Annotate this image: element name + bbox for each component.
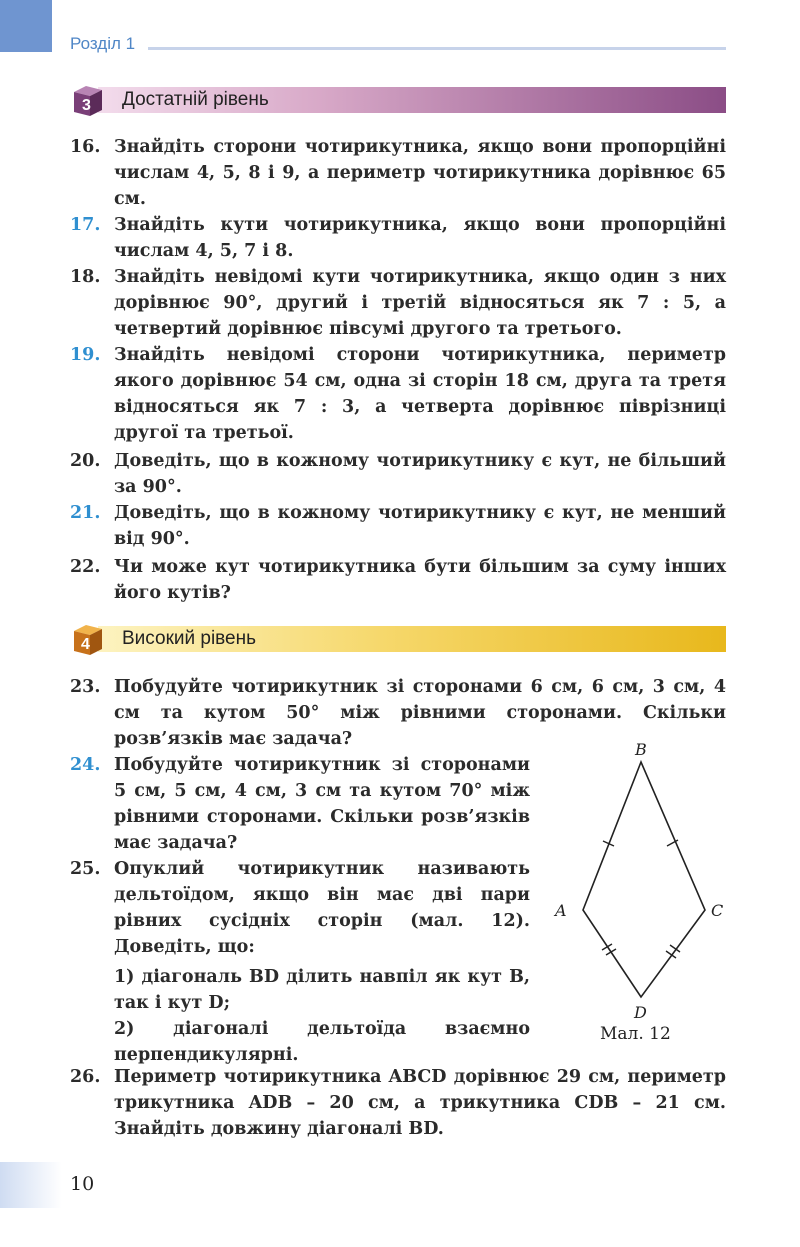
page-number: 10 <box>70 1173 95 1195</box>
header-rule <box>148 47 726 50</box>
deltoid-figure <box>545 735 735 1055</box>
problem-text: Доведіть, що в кожному чотирикутнику є кут, не більший за 90°. <box>114 451 726 497</box>
section-label: Розділ 1 <box>70 34 136 53</box>
problem-text: Опуклий чотирикутник називають дельтоїдом, якщо він має дві пари рівних сусідніх сторін (мал. 12). Доведіть, що: <box>114 859 530 957</box>
vertex-label-d: D <box>634 1003 647 1022</box>
problem-text: Побудуйте чотирикутник зі сторонами 5 см, 5 см, 4 см, 3 см та кутом 70° між рівними сторонами. Скільки розв’язків має задача? <box>114 755 530 853</box>
problem-number: 17. <box>70 215 101 235</box>
problem-text: Знайдіть невідомі сторони чотирикутника, периметр якого дорівнює 54 см, одна зі сторін 18 см, друга та третя відносяться як 7 : 3, а четверта дорівнює піврізниці другої та третьої. <box>114 345 726 443</box>
deltoid-diagram <box>545 735 735 1025</box>
problem-text: Чи може кут чотирикутника бути більшим за суму інших його кутів? <box>114 557 726 603</box>
level-4-title: Високий рівень <box>122 628 257 649</box>
problem-number: 21. <box>70 503 101 523</box>
problem-number: 19. <box>70 345 101 365</box>
problem-16 <box>70 134 726 212</box>
problem-24 <box>70 752 530 856</box>
vertex-label-b: B <box>635 740 647 759</box>
level-3-title: Достатній рівень <box>122 89 269 110</box>
problem-text: Знайдіть невідомі кути чотирикутника, якщо один з них дорівнює 90°, другий і третій відносяться як 7 : 5, а четвертий дорівнює півсумі другого та третього. <box>114 267 726 339</box>
problem-number: 20. <box>70 451 101 471</box>
problem-subitem-2: 2) діагоналі дельтоїда взаємно перпендикулярні. <box>114 1019 530 1065</box>
level-4-badge: 4 <box>81 636 90 653</box>
vertex-label-a: A <box>555 901 567 920</box>
problem-25 <box>70 856 530 1068</box>
problem-number: 18. <box>70 267 101 287</box>
problem-number: 16. <box>70 137 101 157</box>
problem-text: Побудуйте чотирикутник зі сторонами 6 см, 6 см, 3 см, 4 см та кутом 50° між рівними сторонами. Скільки розв’язків має задача? <box>114 677 726 749</box>
problem-text: Знайдіть сторони чотирикутника, якщо вони пропорційні числам 4, 5, 8 і 9, а периметр чотирикутника дорівнює 65 см. <box>114 137 726 209</box>
problem-20 <box>70 448 726 500</box>
problem-21 <box>70 500 726 552</box>
bottom-tab <box>0 1162 62 1208</box>
problem-19 <box>70 342 726 446</box>
figure-caption: Мал. 12 <box>600 1024 671 1044</box>
problem-text: Знайдіть кути чотирикутника, якщо вони пропорційні числам 4, 5, 7 і 8. <box>114 215 726 261</box>
level-4-bar <box>70 621 726 651</box>
vertex-label-c: C <box>711 901 724 920</box>
corner-tab <box>0 0 52 52</box>
problem-number: 24. <box>70 755 101 775</box>
level-4-cube-icon <box>70 621 106 657</box>
problem-17 <box>70 212 726 264</box>
problem-18 <box>70 264 726 342</box>
problem-text: Доведіть, що в кожному чотирикутнику є кут, не менший від 90°. <box>114 503 726 549</box>
problem-26 <box>70 1064 726 1142</box>
problem-22 <box>70 554 726 606</box>
level-3-badge: 3 <box>82 97 91 114</box>
level-3-bar <box>70 82 726 112</box>
problem-number: 25. <box>70 859 101 879</box>
problem-subitem-1: 1) діагональ BD ділить навпіл як кут B, так і кут D; <box>114 967 530 1013</box>
problem-number: 23. <box>70 677 101 697</box>
level-3-cube-icon <box>70 82 106 118</box>
problem-number: 22. <box>70 557 101 577</box>
problem-number: 26. <box>70 1067 101 1087</box>
problem-text: Периметр чотирикутника ABCD дорівнює 29 см, периметр трикутника ADB – 20 см, а трикутника CDB – 21 см. Знайдіть довжину діагоналі BD. <box>114 1067 726 1139</box>
